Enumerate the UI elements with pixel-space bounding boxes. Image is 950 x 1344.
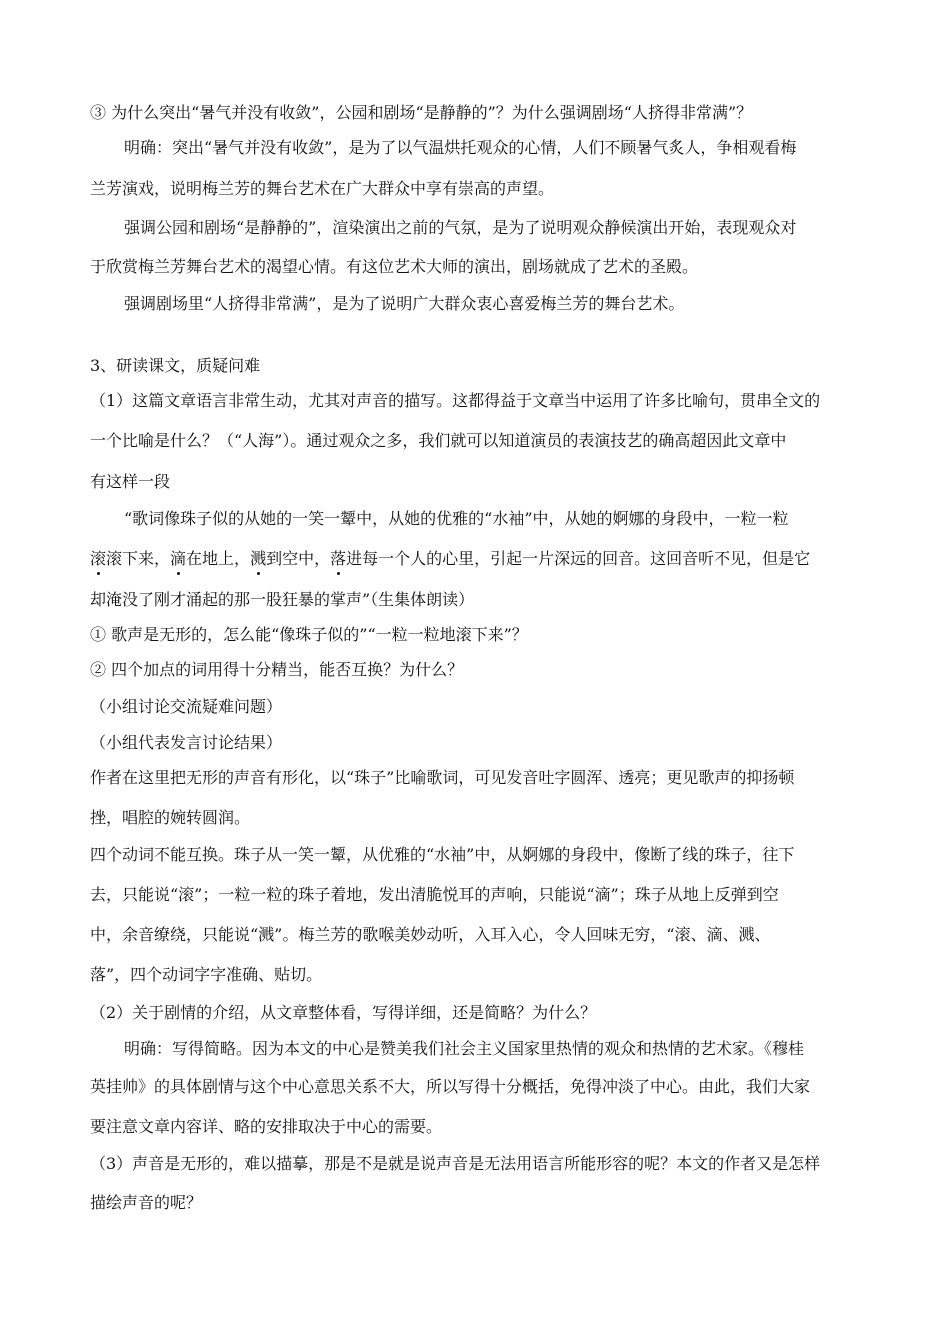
question-line: ③ 为什么突出“暑气并没有收敛”，公园和剧场“是静静的”？为什么强调剧场“人挤得非常满”？ [90,103,753,122]
question-line: 一个比喻是什么？（“人海”）。通过观众之多，我们就可以知道演员的表演技艺的确高超因此文章中 [90,431,787,450]
answer-line: 英挂帅》的具体剧情与这个中心意思关系不大，所以写得十分概括，免得冲淡了中心。由此，我们大家 [90,1077,811,1096]
note-line: （小组讨论交流疑难问题） [90,697,283,716]
answer-line: 兰芳演戏，说明梅兰芳的舞台艺术在广大群众中享有崇高的声望。 [90,179,555,198]
answer-line: 强调剧场里“人挤得非常满”，是为了说明广大群众衷心喜爱梅兰芳的舞台艺术。 [124,294,685,313]
question-line: ① 歌声是无形的，怎么能“像珠子似的”“一粒一粒地滚下来”？ [90,625,528,644]
answer-line: 作者在这里把无形的声音有形化，以“珠子”比喻歌词，可见发音吐字圆浑、透亮；更见歌声的抑扬顿 [90,768,795,787]
question-line: 描绘声音的呢？ [90,1193,203,1212]
quote-line: “歌词像珠子似的从她的一笑一颦中，从她的优雅的“水袖”中，从她的婀娜的身段中，一粒一粒 [124,509,789,528]
question-line: 有这样一段 [90,472,171,491]
answer-line: 四个动词不能互换。珠子从一笑一颦，从优雅的“水袖”中，从婀娜的身段中，像断了线的珠子，往下 [90,845,795,864]
quote-line: 却淹没了刚才涌起的那一股狂暴的掌声”（生集体朗读） [90,590,475,609]
answer-line: 明确：突出“暑气并没有收敛”，是为了以气温烘托观众的心情，人们不顾暑气炙人，争相观看梅 [124,138,797,157]
answer-line: 明确：写得简略。因为本文的中心是赞美我们社会主义国家里热情的观众和热情的艺术家。《穆桂 [124,1039,805,1058]
answer-line: 去，只能说“滚”；一粒一粒的珠子着地，发出清脆悦耳的声响，只能说“滴”；珠子从地上反弹到空 [90,885,779,904]
question-line: （3）声音是无形的，难以描摹，那是不是就是说声音是无法用语言所能形容的呢？本文的作者又是怎样 [90,1154,821,1173]
answer-line: 于欣赏梅兰芳舞台艺术的渴望心情。有这位艺术大师的演出，剧场就成了艺术的圣殿。 [90,257,699,276]
answer-line: 要注意文章内容详、略的安排取决于中心的需要。 [90,1117,443,1136]
answer-line: 中，余音缭绕，只能说“溅”。梅兰芳的歌喉美妙动听，入耳入心，令人回味无穷，“滚、滴、溅、 [90,925,771,944]
dotted-char: 溅 [250,549,267,568]
question-line: ② 四个加点的词用得十分精当，能否互换？为什么？ [90,660,464,679]
answer-line: 落”，四个动词字字准确、贴切。 [90,965,323,984]
answer-line: 强调公园和剧场“是静静的”，渲染演出之前的气氛，是为了说明观众静候演出开始，表现观众对 [124,218,797,237]
question-line: （2）关于剧情的介绍，从文章整体看，写得详细，还是简略？为什么？ [90,1003,597,1022]
dotted-char: 滚 [90,549,107,568]
question-line: （1）这篇文章语言非常生动，尤其对声音的描写。这都得益于文章当中运用了许多比喻句，贯串全文的 [90,391,821,410]
answer-line: 挫，唱腔的婉转圆润。 [90,808,251,827]
note-line: （小组代表发言讨论结果） [90,733,283,752]
quote-line-dotted: 滚滚下来，滴在地上，溅到空中，落进每一个人的心里，引起一片深远的回音。这回音听不见，但是它 [90,549,811,568]
dotted-char: 落 [330,549,347,568]
section-heading: 3、研读课文，质疑问难 [90,356,261,375]
dotted-char: 滴 [170,549,187,568]
